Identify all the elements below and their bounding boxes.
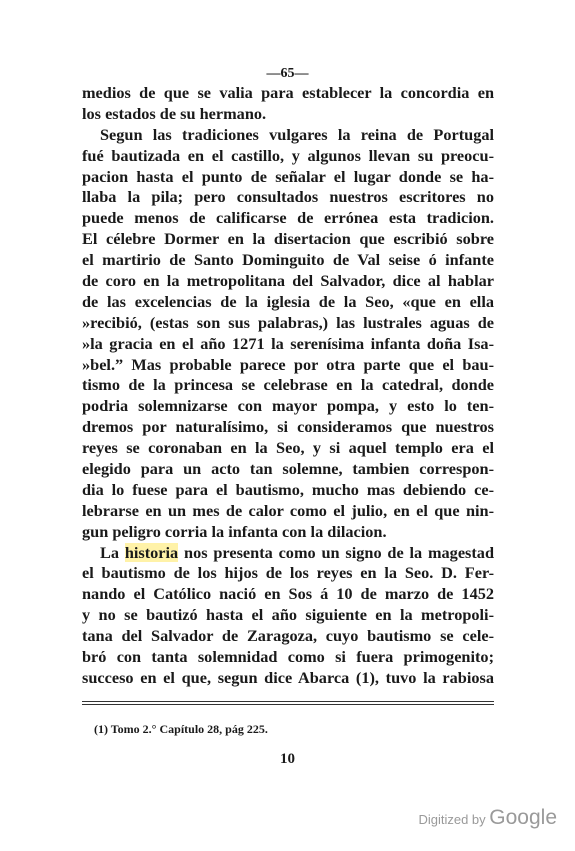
text-line: bró con tanta solemnidad como si fuera primogenito; (82, 647, 494, 667)
text-line: tismo de la princesa se celebrase en la catedral, donde (82, 375, 494, 395)
text-span: nos presenta como un signo de la magestad (178, 542, 494, 562)
highlighted-word[interactable]: historia (124, 542, 179, 562)
text-line: puede menos de calificarse de errónea esta tradicion. (82, 208, 494, 228)
text-line: dia lo fuese para el bautismo, mucho mas debiendo ce- (82, 479, 494, 499)
text-line: los estados de su hermano. (82, 103, 267, 123)
text-line: podria solemnizarse con mayor pompa, y esto lo ten- (82, 396, 494, 416)
paragraph-1 (82, 83, 494, 543)
watermark-prefix: Digitized by (418, 812, 486, 827)
footnote-rule-second (82, 704, 494, 705)
watermark-brand: Google (489, 806, 557, 829)
text-line: »bel.” Mas probable parece por otra parte que el bau- (82, 354, 494, 374)
footnote-rule (82, 701, 494, 702)
page-number: —65— (266, 66, 309, 81)
text-line: fué bautizada en el castillo, y algunos llevan su preocu- (82, 145, 494, 165)
text-line: de las excelencias de la iglesia de la Seo, «que en ella (82, 291, 494, 311)
text-line: reyes se coronaban en la Seo, y si aquel templo era el (82, 438, 494, 458)
text-line: elegido para un acto tan solemne, tambien correspon- (82, 459, 494, 479)
text-line: lebrarse en un mes de calor como el julio, en el que nin- (82, 500, 494, 520)
text-line: tana del Salvador de Zaragoza, cuyo bautismo se cele- (82, 626, 494, 646)
text-line: llaba la pila; pero consultados nuestros escritores no (82, 187, 494, 207)
text-line: nando el Católico nació en Sos á 10 de marzo de 1452 (82, 584, 494, 604)
text-line: de coro en la metropolitana del Salvador, dice al hablar (82, 271, 494, 291)
signature-mark: 10 (280, 751, 295, 767)
text-line: y no se bautizó hasta el año siguiente en la metropoli- (82, 605, 494, 625)
text-line: succeso en el que, segun dice Abarca (1), tuvo la rabiosa (82, 667, 494, 687)
body-text (82, 83, 494, 689)
watermark (418, 806, 557, 830)
paragraph-2-first-line (82, 543, 494, 564)
paragraph-2 (82, 563, 494, 688)
text-line: el martirio de Santo Dominguito de Val seise ó infante (82, 250, 494, 270)
text-line: gun peligro corria la infanta con la dilacion. (82, 521, 387, 541)
text-line: pacion hasta el punto de señalar el lugar donde se ha- (82, 166, 494, 186)
text-line: »la gracia en el año 1271 la serenísima infanta doña Isa- (82, 333, 494, 353)
text-line: »recibió, (estas son sus palabras,) las lustrales aguas de (82, 312, 494, 332)
text-line: dremos por naturalísimo, si consideramos que nuestros (82, 417, 494, 437)
text-span: La (100, 542, 125, 562)
footnote: (1) Tomo 2.° Capítulo 28, pág 225. (94, 722, 268, 736)
text-line: medios de que se valia para establecer la concordia en (82, 83, 494, 102)
text-line: el bautismo de los hijos de los reyes en la Seo. D. Fer- (82, 563, 494, 583)
text-line: El célebre Dormer en la disertacion que escribió sobre (82, 229, 494, 249)
text-line: Segun las tradiciones vulgares la reina de Portugal (100, 124, 494, 144)
